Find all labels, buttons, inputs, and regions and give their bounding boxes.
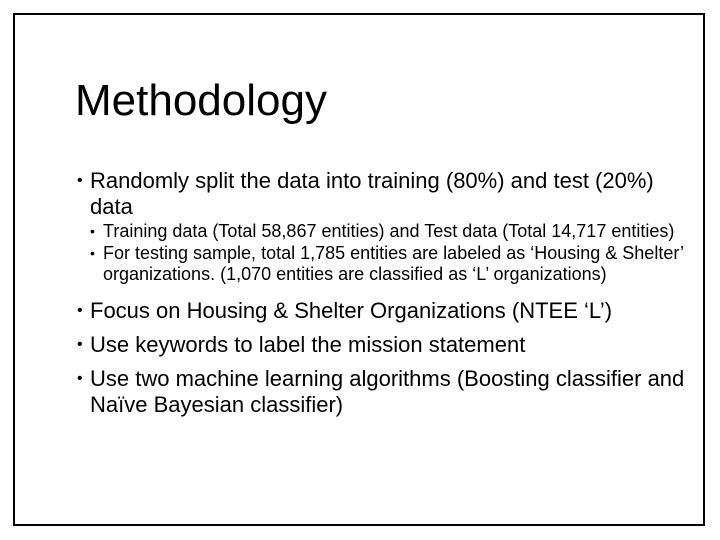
- sub-bullet-text: Training data (Total 58,867 entities) and Test data (Total 14,717 entities): [103, 221, 675, 241]
- sub-bullet-marker: •: [90, 223, 95, 239]
- bullet-text: Use two machine learning algorithms (Boosting classifier and Naïve Bayesian classifier): [90, 366, 685, 417]
- bullet-text: Use keywords to label the mission statement: [90, 332, 526, 357]
- slide-frame: [13, 13, 705, 526]
- sub-bullet-item-training-data: [77, 221, 687, 242]
- bullet-marker: •: [77, 336, 83, 353]
- slide-title: Methodology: [75, 76, 327, 125]
- bullet-item-ml-algorithms: [77, 366, 687, 418]
- sub-bullet-text: For testing sample, total 1,785 entities are labeled as ‘Housing & Shelter’ organizations. (1,070 entities are classified as ‘L’ organizations): [103, 243, 684, 284]
- bullet-text: Focus on Housing & Shelter Organizations (NTEE ‘L’): [90, 298, 613, 323]
- bullet-marker: •: [77, 302, 83, 319]
- bullet-item-keywords: [77, 332, 687, 358]
- bullet-marker: •: [77, 370, 83, 387]
- sub-bullet-item-testing-sample: [77, 243, 687, 285]
- bullet-list: [77, 168, 687, 418]
- bullet-item-split-data: [77, 168, 687, 220]
- bullet-marker: •: [77, 172, 83, 189]
- bullet-text: Randomly split the data into training (80%) and test (20%) data: [90, 168, 654, 219]
- sub-bullet-marker: •: [90, 245, 95, 261]
- bullet-item-focus-housing: [77, 298, 687, 324]
